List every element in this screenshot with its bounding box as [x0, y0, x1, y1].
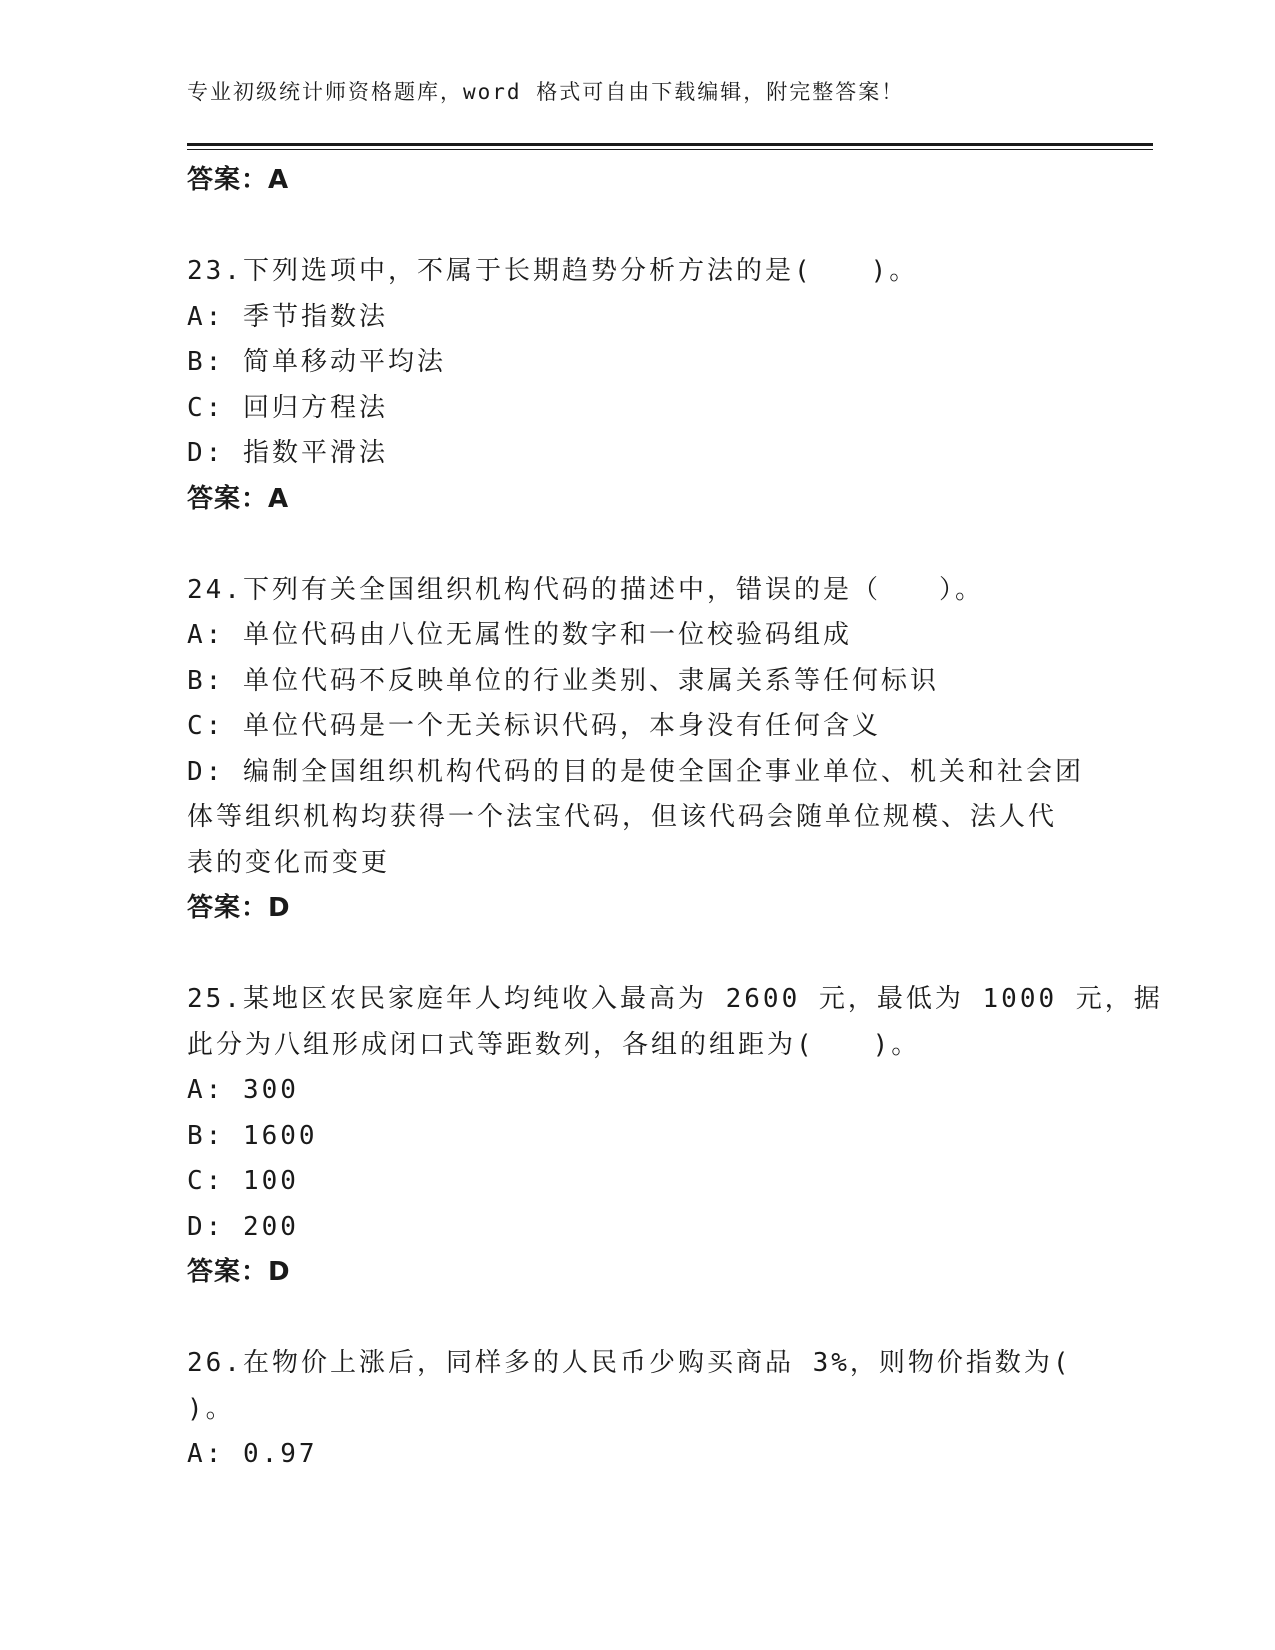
option-line: B: 简单移动平均法 — [187, 347, 446, 377]
option-line: D: 200 — [187, 1211, 299, 1242]
option-line: D: 指数平滑法 — [187, 438, 388, 468]
question-text-line: 24.下列有关全国组织机构代码的描述中，错误的是（ ）。 — [187, 574, 984, 605]
option-line: A: 季节指数法 — [187, 301, 388, 332]
option-line: C: 100 — [187, 1166, 299, 1196]
answer-line: 答案：D — [187, 893, 291, 923]
question-text-line: 25.某地区农民家庭年人均纯收入最高为 2600 元，最低为 1000 元，据 — [187, 984, 1163, 1014]
header-rule-thin — [187, 149, 1153, 150]
spacer — [187, 204, 1087, 250]
option-text-line: D: 编制全国组织机构代码的目的是使全国企事业单位、机关和社会团 — [187, 756, 1084, 787]
question-text-line: )。 — [187, 1393, 235, 1424]
answer-line: 答案：A — [187, 483, 290, 514]
page-header: 专业初级统计师资格题库，word 格式可自由下载编辑，附完整答案！ — [187, 80, 905, 104]
option-line: B: 单位代码不反映单位的行业类别、隶属关系等任何标识 — [187, 665, 939, 696]
spacer — [187, 1296, 1087, 1342]
header-rule-thick — [187, 143, 1153, 146]
question-stem — [187, 1341, 1087, 1432]
answer-line: 答案：D — [187, 1257, 291, 1287]
option-text-line: 表的变化而变更 — [187, 847, 391, 878]
question-text-line: 23.下列选项中，不属于长期趋势分析方法的是( )。 — [187, 256, 919, 286]
question-text-line: 此分为八组形成闭口式等距数列，各组的组距为( )。 — [187, 1029, 921, 1060]
question-list — [187, 158, 1163, 1478]
option-line: C: 单位代码是一个无关标识代码，本身没有任何含义 — [187, 711, 881, 741]
option-line: B: 1600 — [187, 1120, 318, 1151]
spacer — [187, 932, 1087, 978]
question-stem — [187, 977, 1163, 1068]
answer-line: 答案：A — [187, 165, 290, 195]
option-line: C: 回归方程法 — [187, 392, 388, 423]
option-text-line: 体等组织机构均获得一个法宝代码，但该代码会随单位规模、法人代 — [187, 802, 1058, 832]
question-stem — [187, 568, 1087, 614]
question-stem — [187, 249, 1087, 295]
question-text-line: 26.在物价上涨后，同样多的人民币少购买商品 3%，则物价指数为( — [187, 1348, 1072, 1378]
option-line — [187, 750, 1087, 887]
option-line: A: 300 — [187, 1075, 299, 1105]
spacer — [187, 522, 1087, 568]
option-line: A: 0.97 — [187, 1439, 318, 1469]
option-line: A: 单位代码由八位无属性的数字和一位校验码组成 — [187, 620, 852, 650]
